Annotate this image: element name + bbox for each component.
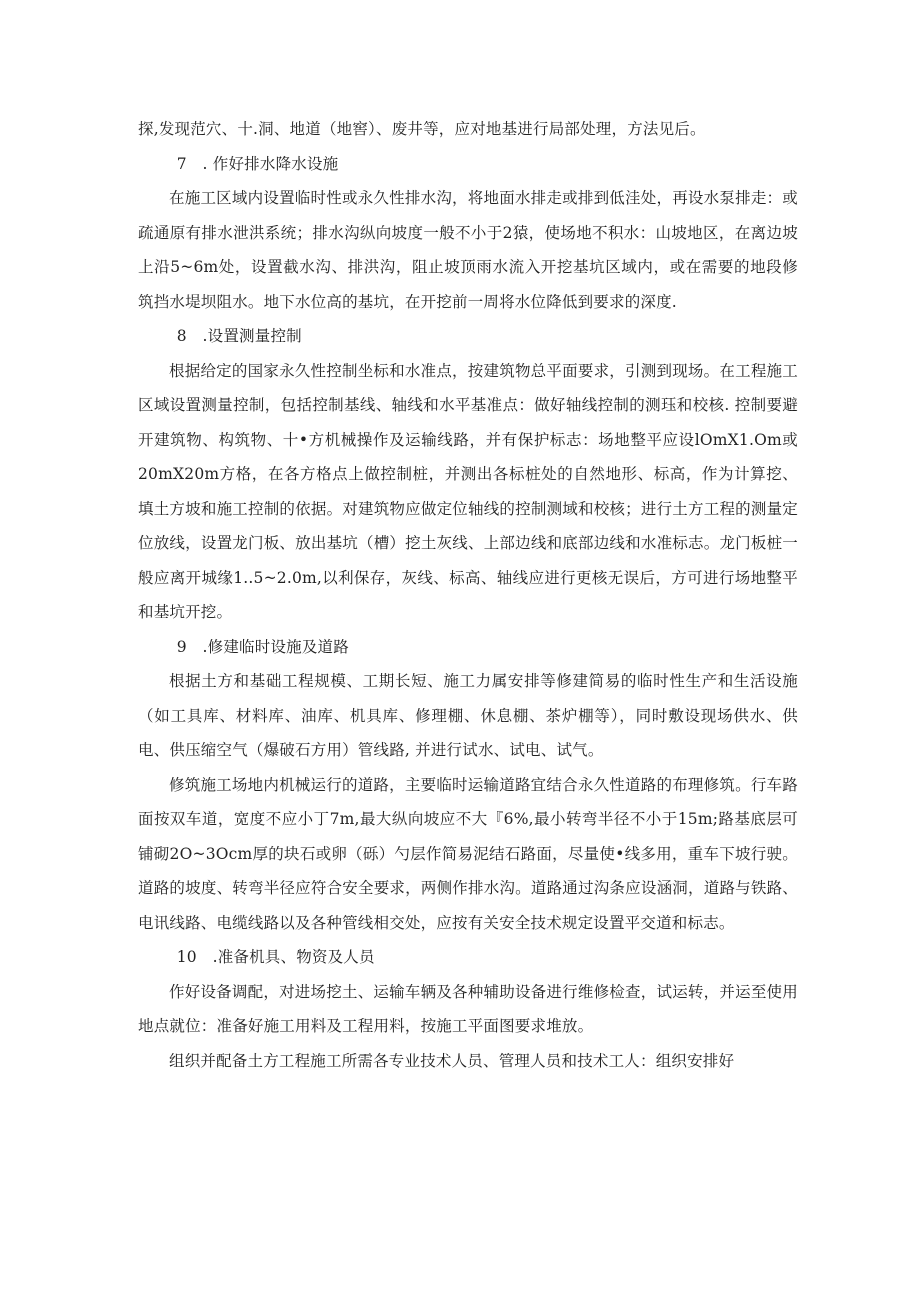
section-heading-10: 10 .准备机具、物资及人员: [176, 948, 375, 966]
paragraph-survey-control: 根据给定的国家永久性控制坐标和水准点，按建筑物总平面要求，引测到现场。在工程施工区域设置测量控制，包括控制基线、轴线和水平基准点：做好轴线控制的测珏和校核. 控制要避开建筑物、构筑物、十•方机械操作及运输线路，并有保护标志：场地整平应设lOmX1.Om或20mX20m方格，在各方格点上做控制桩，并测出各标桩处的自然地形、标高，作为计算挖、填土方坡和施工控制的依据。对建筑物应做定位轴线的控制测域和校核；进行土方工程的测量定位放线，设置龙门板、放出基坑（槽）挖土灰线、上部边线和底部边线和水准标志。龙门板桩一般应离开城缘1..5~2.0m,以利保存，灰线、标高、轴线应进行更核无误后，方可进行场地整平和基坑开挖。: [138, 361, 798, 621]
document-body: [138, 112, 798, 1078]
section-heading-9: 9 .修建临时设施及道路: [176, 637, 349, 656]
paragraph-equipment: 作好设备调配，对进场挖土、运输车辆及各种辅助设备进行维修检查，试运转，并运至使用地点就位：准备好施工用料及工程用料，按施工平面图要求堆放。: [138, 982, 798, 1035]
paragraph-personnel: 组织并配备土方工程施工所需各专业技术人员、管理人员和技术工人：组织安排好: [169, 1051, 735, 1070]
section-heading-8: 8 .设置测量控制: [176, 327, 302, 345]
paragraph-temporary-facilities: 根据土方和基础工程规模、工期长短、施工力属安排等修建简易的临时性生产和生活设施（如工具库、材料库、油库、机具库、修理棚、休息棚、茶炉棚等），同时敷设现场供水、供电、供压缩空气（爆破石方用）管线路, 并进行试水、试电、试气。: [138, 672, 798, 759]
paragraph-continued: 探,发现范穴、十.洞、地道（地窖）、废井等，应对地基进行局部处理，方法见后。: [138, 120, 706, 138]
section-heading-7: 7 . 作好排水降水设施: [176, 154, 339, 173]
paragraph-roads: 修筑施工场地内机械运行的道路，主要临时运输道路宜结合永久性道路的布理修筑。行车路面按双车道，宽度不应小丁7m,最大纵向坡应不大『6%,最小转弯半径不小于15m;路基底层可铺砌2O~3Ocm厚的块石或卵（砾）勺层作简易泥结石路面，尽量使•线多用，重车下坡行驶。道路的坡度、转弯半径应符合安全要求，两侧作排水沟。道路通过沟条应设涵洞，道路与铁路、电讯线路、电缆线路以及各种管线相交处，应按有关安全技术规定设置平交道和标志。: [138, 775, 798, 932]
paragraph-drainage: 在施工区域内设置临时性或永久性排水沟，将地面水排走或排到低洼处，再设水泵排走：或疏通原有排水泄洪系统；排水沟纵向坡度一般不小于2猿，使场地不积水：山坡地区，在离边坡上沿5~6m处，设置截水沟、排洪沟，阻止坡顶雨水流入开挖基坑区域内，或在需要的地段修筑挡水堤坝阻水。地下水位高的基坑，在开挖前一周将水位降低到要求的深度.: [138, 189, 798, 311]
